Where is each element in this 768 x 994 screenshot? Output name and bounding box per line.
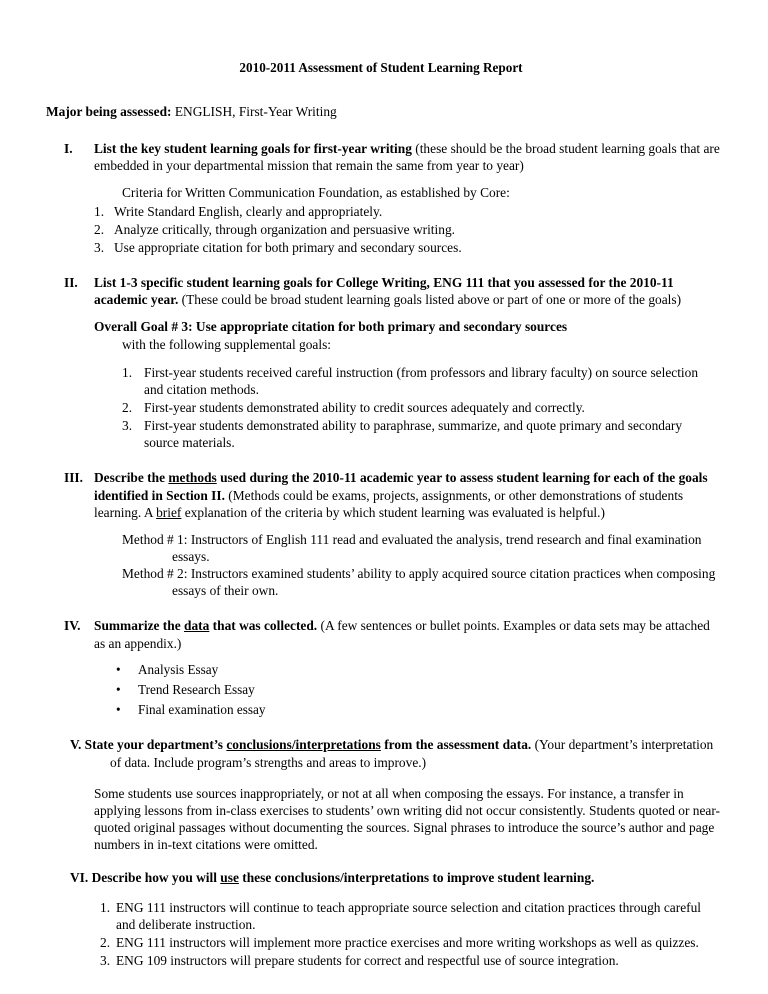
method-text: Instructors examined students’ ability to apply acquired source citation practices when composing essays of their own. [172,566,716,599]
section-four [42,617,720,651]
method-label: Method # 2: [122,566,188,582]
item-number: 3. [100,953,111,969]
section-two-body [94,274,720,308]
overall-goal-subtext: with the following supplemental goals: [122,337,332,353]
section-six [70,869,720,886]
section-four-heading-a: Summarize the [94,618,184,634]
section-four-body [94,617,720,651]
criteria-number: 1. [94,203,105,219]
section-five-heading-line [70,736,720,770]
section-three [42,469,720,520]
section-three-methods-block [94,531,720,600]
section-four-numeral: IV. [64,618,81,634]
section-six-numeral: VI. [70,870,89,886]
bullet-text: Trend Research Essay [138,681,255,697]
section-two-goal-block [94,318,720,451]
section-one [42,140,720,174]
section-one-heading: List the key student learning goals for first-year writing [94,141,412,157]
criteria-text: Write Standard English, clearly and appropriately. [114,203,383,219]
item-text: ENG 111 instructors will continue to teach appropriate source selection and citation practices through careful and deliberate instruction. [116,899,702,932]
section-six-heading-b: these conclusions/interpretations to improve student learning. [238,870,595,886]
major-label: Major being assessed: [46,103,172,119]
section-one-criteria-block [94,184,720,256]
section-five-heading-a: State your department’s [84,737,227,753]
bullet-text: Final examination essay [138,701,266,717]
section-four-heading-underlined: data [184,618,210,634]
method-line [122,531,720,565]
list-item [100,899,720,933]
section-five-heading-b: from the assessment data. [380,737,532,753]
bullet-icon: • [116,661,121,677]
method-text: Instructors of English 111 read and evaluated the analysis, trend research and final examination essays. [172,531,702,565]
list-item [122,417,720,451]
list-item [94,221,720,238]
list-item [100,952,720,969]
item-number: 1. [100,899,111,915]
goal-number: 2. [122,399,133,415]
criteria-number: 2. [94,221,105,237]
section-four-trailing: (A few sentences or bullet points. Examples or data sets may be attached as an appendix.) [94,618,710,651]
supplemental-goals-list [122,364,720,452]
section-one-body [94,140,720,174]
section-three-trailing-b: explanation of the criteria by which student learning was evaluated is helpful.) [181,504,605,520]
section-two-heading: List 1-3 specific student learning goals for College Writing, ENG 111 that you assessed for the 2010-11 academic year. [94,274,674,308]
list-item [122,364,720,398]
item-number: 2. [100,934,111,950]
item-text: ENG 111 instructors will implement more practice exercises and more writing workshops as well as quizzes. [116,934,699,950]
section-four-heading-b: that was collected. [209,618,318,634]
section-six-list [100,899,720,970]
goal-text: First-year students demonstrated ability to credit sources adequately and correctly. [144,399,585,415]
section-three-trailing-a: (Methods could be exams, projects, assignments, or other demonstrations of students learning. A [94,487,684,520]
goal-number: 1. [122,364,133,380]
section-three-heading-b: used during the 2010-11 academic year to assess student learning for each of the goals identified in Section II. [94,470,708,503]
list-item [94,702,720,719]
section-four-bullets [94,662,720,719]
goal-number: 3. [122,418,133,434]
section-three-numeral: III. [64,470,83,486]
list-item [94,239,720,256]
major-value: ENGLISH, First-Year Writing [174,103,337,119]
section-six-heading-a: Describe how you will [91,870,221,886]
section-two-trailing: (These could be broad student learning goals listed above or part of one or more of the goals) [181,292,682,308]
method-label: Method # 1: [122,531,188,547]
section-five [70,736,720,770]
list-item [122,399,720,416]
list-item [94,662,720,679]
section-one-numeral: I. [64,141,73,157]
section-three-heading-underlined: methods [168,470,217,486]
section-five-heading-underlined: conclusions/interpretations [226,737,381,753]
goal-text: First-year students received careful instruction (from professors and library faculty) on source selection and citation methods. [144,364,699,397]
bullet-text: Analysis Essay [138,661,219,677]
section-three-heading-a: Describe the [94,470,169,486]
item-text: ENG 109 instructors will prepare students for correct and respectful use of source integration. [116,953,619,969]
section-one-trailing: (these should be the broad student learning goals that are embedded in your departmental mission that remain the same from year to year) [94,141,720,174]
section-five-paragraph: Some students use sources inappropriately, or not at all when composing the essays. For instance, a transfer in applying lessons from in-class exercises to students’ own writing did not occur consistently. Students quoted or near-quoted original passages without documenting the sources. Signal phrases to introduce the source’s author and page numbers in in-text citations were omitted. [94,785,720,853]
criteria-intro: Criteria for Written Communication Foundation, as established by Core: [122,185,510,201]
section-two [42,274,720,308]
criteria-text: Analyze critically, through organization and persuasive writing. [114,221,455,237]
method-line [122,565,720,599]
goal-text: First-year students demonstrated ability to paraphrase, summarize, and quote primary and secondary source materials. [144,418,683,451]
section-five-numeral: V. [70,737,82,753]
page-title: 2010-2011 Assessment of Student Learning Report [239,60,523,75]
section-six-heading-underlined: use [220,870,239,886]
criteria-list [94,203,720,256]
section-five-trailing: (Your department’s interpretation of data. Include program’s strengths and areas to improve.) [110,737,714,770]
bullet-icon: • [116,681,121,697]
section-three-trailing-underlined: brief [156,504,182,520]
major-being-assessed-line [46,103,720,120]
section-three-body [94,469,720,520]
overall-goal-heading: Overall Goal # 3: Use appropriate citation for both primary and secondary sources [94,319,568,335]
list-item [94,682,720,699]
criteria-number: 3. [94,239,105,255]
list-item [100,934,720,951]
bullet-icon: • [116,701,121,717]
list-item [94,203,720,220]
criteria-text: Use appropriate citation for both primary and secondary sources. [114,239,462,255]
section-two-numeral: II. [64,274,78,290]
